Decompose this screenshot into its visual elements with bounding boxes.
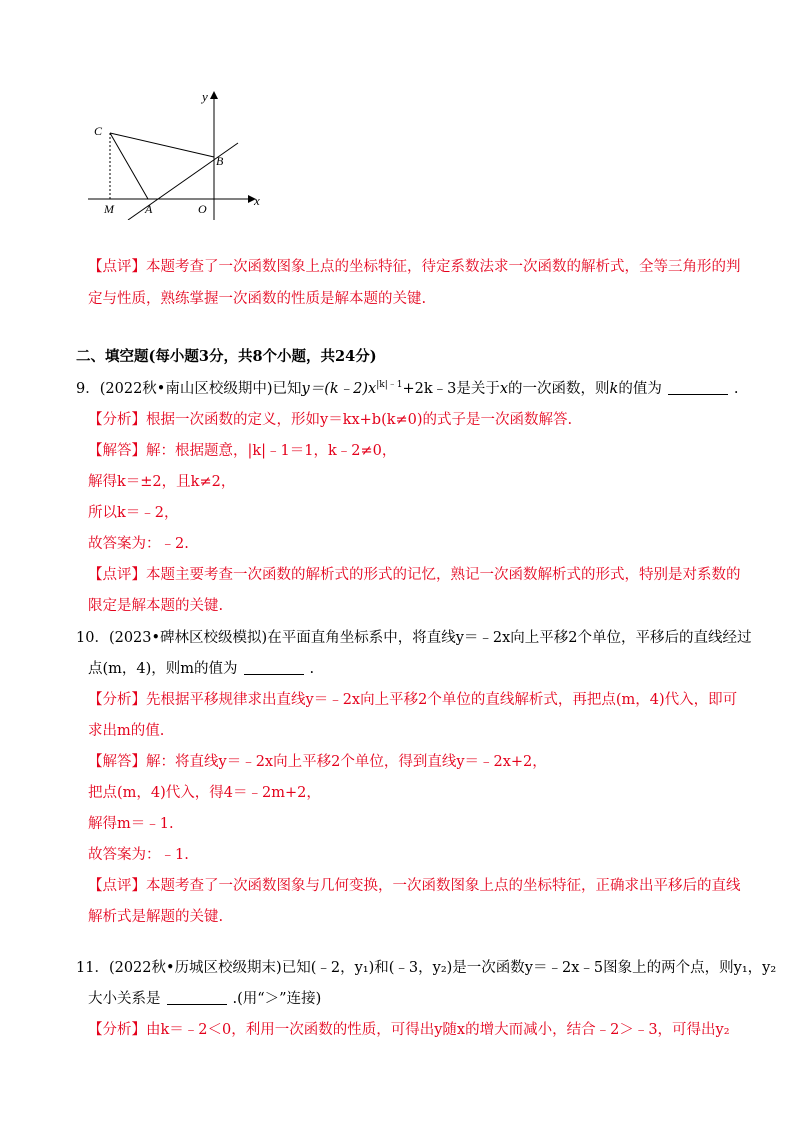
section-title: 二、填空题(每小题3分，共8个小题，共24分) <box>76 348 377 365</box>
q9-expr-sup: |k|﹣1 <box>376 380 403 391</box>
label-B: B <box>216 154 224 168</box>
q10-comment-2: 解析式是解题的关键. <box>88 909 224 925</box>
q9-x: x <box>499 381 509 397</box>
q9-number: 9． <box>76 381 100 397</box>
q10-stem-2 <box>88 659 314 679</box>
q10-comment-1: 【点评】本题考查了一次函数图象与几何变换，一次函数图象上点的坐标特征，正确求出平移后的直线 <box>88 878 741 894</box>
geometry-figure <box>88 85 268 220</box>
q9-solution-3: 所以k＝﹣2， <box>88 505 179 521</box>
label-M: M <box>104 202 114 216</box>
q9-analysis: 【分析】根据一次函数的定义，形如y＝kx+b(k≠0)的式子是一次函数解答. <box>88 412 573 428</box>
q10-stem-2a: 点(m，4)，则m的值为 <box>88 661 238 677</box>
y-axis-arrow-icon <box>210 91 218 99</box>
q8-comment-line2: 定与性质，熟练掌握一次函数的性质是解本题的关键. <box>88 291 427 307</box>
q9-answer-blank[interactable] <box>668 380 728 395</box>
q9-k: k <box>609 381 619 397</box>
label-x: x <box>254 193 260 208</box>
q11-answer-blank[interactable] <box>167 990 227 1005</box>
q10-solution-4: 故答案为：﹣1. <box>88 847 189 863</box>
q10-solution-2: 把点(m，4)代入，得4＝﹣2m+2， <box>88 785 321 801</box>
q9-expr-a: y＝(k﹣2)x <box>301 381 377 397</box>
label-y: y <box>202 89 208 104</box>
label-A: A <box>145 202 153 216</box>
q9-end: . <box>733 381 739 397</box>
q10-stem-1: 10．(2023•碑林区校级模拟)在平面直角坐标系中，将直线y＝﹣2x向上平移2个单位，平移后的直线经过 <box>76 630 752 646</box>
q9-solution-1: 【解答】解：根据题意，|k|﹣1＝1，k﹣2≠0， <box>88 443 397 459</box>
q10-analysis-2: 求出m的值. <box>88 723 165 739</box>
q9-stem <box>76 379 738 399</box>
q10-answer-blank[interactable] <box>244 660 304 675</box>
q9-solution-4: 故答案为：﹣2. <box>88 536 189 552</box>
segment-CA <box>110 133 148 199</box>
label-O: O <box>198 202 207 216</box>
q11-analysis-1: 【分析】由k＝﹣2＜0，利用一次函数的性质，可得出y随x的增大而减小，结合﹣2＞﹣3，可得出y₂ <box>88 1022 730 1038</box>
q9-expr-c: 的一次函数，则 <box>508 381 610 397</box>
q9-expr-d: 的值为 <box>618 381 662 397</box>
q9-comment-2: 限定是解本题的关键. <box>88 598 224 614</box>
q11-stem-2 <box>88 989 321 1009</box>
q10-solution-1: 【解答】解：将直线y＝﹣2x向上平移2个单位，得到直线y＝﹣2x+2， <box>88 754 547 770</box>
q9-source: (2022秋•南山区校级期中)已知 <box>99 381 302 397</box>
q11-stem-1: 11．(2022秋•历城区校级期末)已知(﹣2，y₁)和(﹣3，y₂)是一次函数y＝﹣2x﹣5图象上的两个点，则y₁，y₂ <box>76 960 777 976</box>
q9-expr-b: +2k﹣3是关于 <box>402 381 500 397</box>
q11-stem-2a: 大小关系是 <box>88 991 161 1007</box>
q9-comment-1: 【点评】本题主要考查一次函数的解析式的形式的记忆，熟记一次函数解析式的形式，特别是对系数的 <box>88 567 741 583</box>
q10-analysis-1: 【分析】先根据平移规律求出直线y＝﹣2x向上平移2个单位的直线解析式，再把点(m，4)代入，即可 <box>88 692 738 708</box>
label-C: C <box>94 124 103 138</box>
q10-stem-2b: . <box>309 661 315 677</box>
q11-stem-2b: .(用“＞”连接) <box>232 991 322 1007</box>
segment-CB <box>110 133 214 157</box>
q10-solution-3: 解得m＝﹣1. <box>88 816 174 832</box>
q8-comment-line1: 【点评】本题考查了一次函数图象上点的坐标特征，待定系数法求一次函数的解析式，全等三角形的判 <box>88 259 741 275</box>
q9-solution-2: 解得k＝±2，且k≠2， <box>88 474 236 490</box>
